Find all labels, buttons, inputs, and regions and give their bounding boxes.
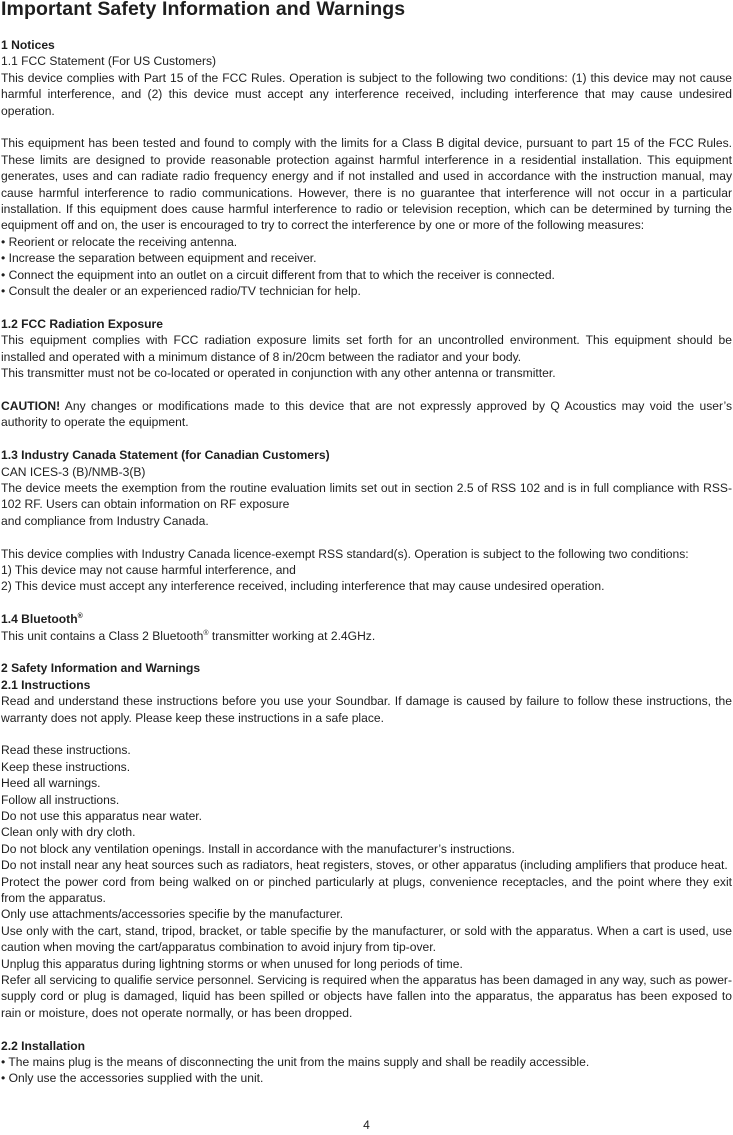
instruction-line: Do not block any ventilation openings. Install in accordance with the manufacturer’s instructions. <box>1 841 515 856</box>
page-title: Important Safety Information and Warnings <box>1 0 406 20</box>
ices-code: CAN ICES-3 (B)/NMB-3(B) <box>1 464 146 479</box>
paragraph: This device complies with Part 15 of the FCC Rules. Operation is subject to the following two conditions: (1) this device may not cause harmful interference, and (2) this device must accept any interference received, including interference that may cause undesired operation. <box>1 70 732 118</box>
bullet-item: • Reorient or relocate the receiving antenna. <box>1 234 238 249</box>
instruction-line: Protect the power cord from being walked on or pinched particularly at plugs, convenience receptacles, and the point where they exit from the apparatus. <box>1 874 732 905</box>
bullet-item: • Consult the dealer or an experienced radio/TV technician for help. <box>1 284 361 299</box>
registered-mark: ® <box>77 613 83 621</box>
instruction-line: Do not use this apparatus near water. <box>1 808 203 823</box>
instruction-line: Follow all instructions. <box>1 792 120 807</box>
paragraph: This transmitter must not be co-located or operated in conjunction with any other antenna or transmitter. <box>1 366 556 381</box>
bullet-item: • Only use the accessories supplied with the unit. <box>1 1071 264 1086</box>
page-number: 4 <box>363 1118 370 1132</box>
caution-label: CAUTION! <box>1 398 61 413</box>
instruction-line: Use only with the cart, stand, tripod, bracket, or table specifie by the manufacturer, or sold with the apparatus. When a cart is used, use caution when moving the cart/apparatus combination to avoid injury from tip-over. <box>1 923 732 955</box>
instruction-line: Do not install near any heat sources such as radiators, heat registers, stoves, or other apparatus (including amplifiers that produce heat. <box>1 858 728 873</box>
caution-paragraph <box>1 398 732 431</box>
instruction-line: Heed all warnings. <box>1 776 101 791</box>
bullet-item: • The mains plug is the means of disconnecting the unit from the mains supply and shall be readily accessible. <box>1 1055 590 1070</box>
list-item: 2) This device must accept any interference received, including interference that may cause undesired operation. <box>1 579 605 594</box>
list-item: 1) This device may not cause harmful interference, and <box>1 562 296 577</box>
subsection-heading-installation: 2.2 Installation <box>1 1038 86 1053</box>
subsection-heading-fcc: 1.1 FCC Statement (For US Customers) <box>1 54 217 69</box>
section-heading-safety: 2 Safety Information and Warnings <box>1 661 201 676</box>
instruction-line: Read these instructions. <box>1 743 131 758</box>
paragraph: This device complies with Industry Canada licence-exempt RSS standard(s). Operation is subject to the following two conditions: <box>1 546 689 561</box>
section-heading-notices: 1 Notices <box>1 38 55 52</box>
instruction-line: Clean only with dry cloth. <box>1 825 136 840</box>
instruction-line: Refer all servicing to qualifie service personnel. Servicing is required when the apparatus has been damaged in any way, such as power-supply cord or plug is damaged, liquid has been spilled or objects have fallen into the apparatus, the apparatus has been exposed to rain or moisture, does not operate normally, or has been dropped. <box>1 973 732 1020</box>
subsection-heading-radiation: 1.2 FCC Radiation Exposure <box>1 316 163 331</box>
document-body <box>1 37 732 1087</box>
paragraph: and compliance from Industry Canada. <box>1 513 209 528</box>
paragraph: This unit contains a Class 2 Bluetooth® transmitter working at 2.4GHz. <box>1 628 376 643</box>
registered-mark: ® <box>203 629 209 637</box>
subsection-heading-canada: 1.3 Industry Canada Statement (for Canadian Customers) <box>1 448 330 463</box>
instruction-line: Unplug this apparatus during lightning storms or when unused for long periods of time. <box>1 956 463 971</box>
paragraph: Read and understand these instructions before you use your Soundbar. If damage is caused by failure to follow these instructions, the warranty does not apply. Please keep these instructions in a safe place. <box>1 694 732 725</box>
subsection-heading-bluetooth: 1.4 Bluetooth® <box>1 612 83 627</box>
paragraph: This equipment has been tested and found to comply with the limits for a Class B digital device, pursuant to part 15 of the FCC Rules. These limits are designed to provide reasonable protection against harmful interference in a residential installation. This equipment generates, uses and can radiate radio frequency energy and if not installed and used in accordance with the instruction manual, may cause harmful interference to radio communications. However, there is no guarantee that interference will not occur in a particular installation. If this equipment does cause harmful interference to radio or television reception, which can be determined by turning the equipment off and on, the user is encouraged to try to correct the interference by one or more of the following measures: <box>1 136 732 233</box>
paragraph: This equipment complies with FCC radiation exposure limits set forth for an uncontrolled environment. This equipment should be installed and operated with a minimum distance of 8 in/20cm between the radiator and your body. <box>1 333 732 364</box>
subsection-heading-instructions: 2.1 Instructions <box>1 677 91 692</box>
bullet-item: • Connect the equipment into an outlet on a circuit different from that to which the receiver is connected. <box>1 267 555 282</box>
instruction-line: Keep these instructions. <box>1 759 131 774</box>
bullet-item: • Increase the separation between equipment and receiver. <box>1 251 317 266</box>
instruction-line: Only use attachments/accessories specifie by the manufacturer. <box>1 907 344 922</box>
caution-text: Any changes or modifications made to this device that are not expressly approved by Q Acoustics may void the user’s authority to operate the equipment. <box>1 398 732 430</box>
paragraph: The device meets the exemption from the routine evaluation limits set out in section 2.5 of RSS 102 and is in full compliance with RSS-102 RF. Users can obtain information on RF exposure <box>1 480 732 512</box>
